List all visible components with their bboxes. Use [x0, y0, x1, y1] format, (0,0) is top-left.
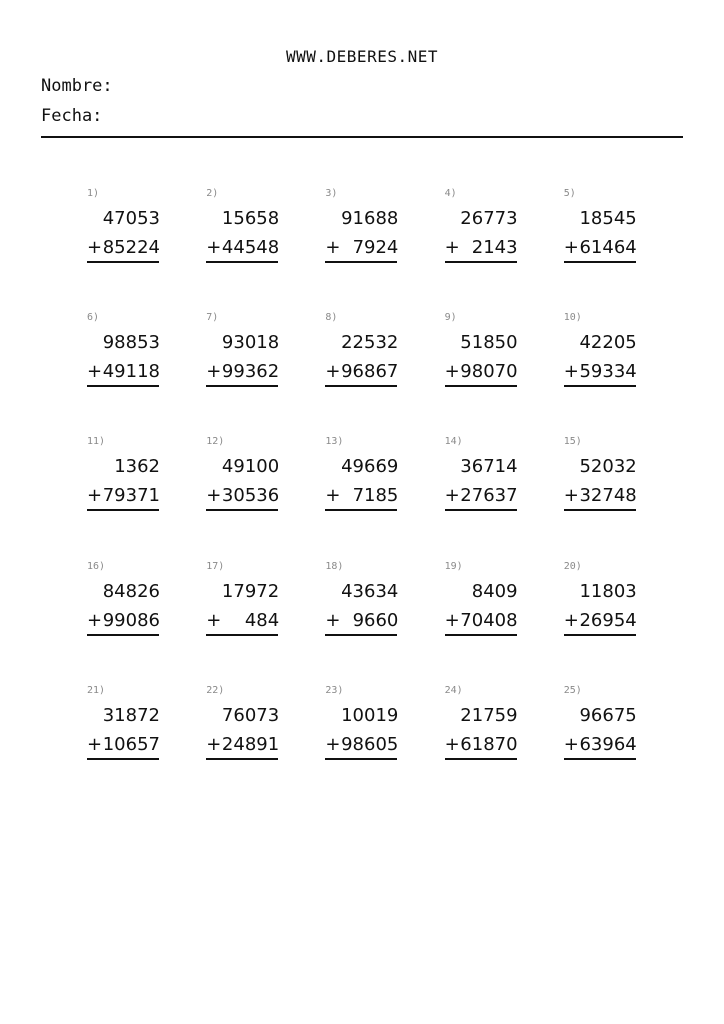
addition-problem: [86, 685, 160, 775]
addition-problem: [86, 436, 160, 526]
problem-number: 4): [444, 188, 457, 199]
top-addend: 11803: [579, 580, 637, 602]
plus-sign: +: [444, 609, 460, 631]
bottom-addend: 44548: [221, 237, 280, 258]
problem-number: 7): [206, 312, 219, 324]
bottom-addend: 96867: [341, 361, 399, 383]
top-addend: 15658: [221, 208, 280, 229]
top-addend: 36714: [460, 456, 518, 478]
plus-sign: +: [444, 485, 460, 507]
addition-problem: [324, 561, 398, 651]
problem-number: 12): [206, 436, 225, 448]
top-addend: 52032: [579, 456, 637, 478]
top-addend: 98853: [102, 332, 160, 354]
plus-sign: +: [444, 237, 460, 258]
addition-problem: [563, 312, 637, 402]
answer-line: [325, 634, 397, 636]
addition-problem: [86, 561, 160, 651]
problem-grid: [86, 188, 682, 809]
bottom-addend: 27637: [460, 485, 518, 507]
addition-problem: [563, 685, 637, 775]
answer-line: [564, 385, 636, 387]
answer-line: [87, 758, 159, 760]
problem-number: 17): [206, 560, 225, 572]
answer-line: [445, 509, 517, 511]
problem-number: 24): [444, 684, 463, 696]
top-addend: 91688: [341, 208, 399, 229]
bottom-addend: 98070: [460, 361, 518, 383]
plus-sign: +: [325, 237, 341, 258]
problem-number: 16): [87, 560, 106, 572]
answer-line: [445, 261, 517, 263]
addition-problem: [563, 188, 637, 278]
top-addend: 84826: [102, 580, 160, 602]
top-addend: 18545: [579, 208, 637, 229]
plus-sign: +: [325, 733, 341, 755]
plus-sign: +: [206, 733, 222, 755]
bottom-addend: 79371: [102, 485, 160, 507]
answer-line: [206, 509, 278, 511]
bottom-addend: 61464: [579, 237, 637, 258]
top-addend: 93018: [221, 332, 280, 354]
problem-number: 5): [563, 188, 576, 199]
plus-sign: +: [87, 733, 103, 755]
problem-number: 22): [206, 684, 225, 696]
bottom-addend: 59334: [579, 361, 637, 383]
addition-problem: [205, 561, 279, 651]
problem-number: 18): [325, 560, 344, 572]
addition-problem: [86, 312, 160, 402]
top-addend: 21759: [460, 704, 518, 726]
top-addend: 47053: [102, 208, 160, 229]
addition-problem: [444, 188, 518, 278]
top-addend: 26773: [460, 208, 518, 229]
answer-line: [445, 758, 517, 760]
problem-number: 8): [325, 312, 338, 324]
addition-problem: [205, 188, 279, 278]
bottom-addend: 9660: [352, 609, 399, 631]
problem-number: 10): [563, 312, 582, 324]
answer-line: [564, 758, 636, 760]
top-addend: 31872: [102, 704, 160, 726]
problem-number: 19): [444, 560, 463, 572]
bottom-addend: 70408: [460, 609, 518, 631]
plus-sign: +: [444, 733, 460, 755]
addition-problem: [205, 312, 279, 402]
bottom-addend: 26954: [579, 609, 637, 631]
answer-line: [325, 261, 397, 263]
bottom-addend: 99086: [102, 609, 160, 631]
date-field-label: Fecha:: [41, 106, 103, 126]
problem-number: 20): [563, 560, 582, 572]
plus-sign: +: [563, 361, 579, 383]
problem-number: 9): [444, 312, 457, 324]
plus-sign: +: [325, 361, 341, 383]
addition-problem: [563, 561, 637, 651]
plus-sign: +: [444, 361, 460, 383]
header-divider: [41, 136, 683, 138]
problem-number: 15): [563, 436, 582, 448]
answer-line: [87, 261, 159, 263]
addition-problem: [324, 436, 398, 526]
problem-number: 23): [325, 684, 344, 696]
answer-line: [325, 758, 397, 760]
answer-line: [564, 509, 636, 511]
addition-problem: [86, 188, 160, 278]
plus-sign: +: [325, 609, 341, 631]
answer-line: [325, 509, 397, 511]
answer-line: [445, 634, 517, 636]
problem-number: 6): [87, 312, 100, 324]
site-header: WWW.DEBERES.NET: [286, 47, 438, 66]
answer-line: [206, 758, 278, 760]
bottom-addend: 99362: [221, 361, 280, 383]
addition-problem: [324, 685, 398, 775]
plus-sign: +: [206, 485, 222, 507]
answer-line: [87, 634, 159, 636]
plus-sign: +: [563, 609, 579, 631]
plus-sign: +: [325, 485, 341, 507]
bottom-addend: 484: [244, 609, 280, 631]
addition-problem: [444, 561, 518, 651]
answer-line: [206, 634, 278, 636]
top-addend: 51850: [460, 332, 518, 354]
problem-number: 11): [87, 436, 106, 448]
bottom-addend: 7185: [352, 485, 399, 507]
problem-number: 1): [87, 188, 100, 199]
plus-sign: +: [87, 609, 103, 631]
addition-problem: [205, 685, 279, 775]
bottom-addend: 32748: [579, 485, 637, 507]
addition-problem: [205, 436, 279, 526]
bottom-addend: 61870: [460, 733, 518, 755]
answer-line: [206, 385, 278, 387]
addition-problem: [563, 436, 637, 526]
answer-line: [206, 261, 278, 263]
top-addend: 96675: [579, 704, 637, 726]
top-addend: 49100: [221, 456, 280, 478]
top-addend: 49669: [341, 456, 399, 478]
bottom-addend: 63964: [579, 733, 637, 755]
top-addend: 43634: [341, 580, 399, 602]
top-addend: 17972: [221, 580, 280, 602]
problem-number: 2): [206, 188, 219, 199]
answer-line: [564, 261, 636, 263]
top-addend: 10019: [341, 704, 399, 726]
addition-problem: [324, 188, 398, 278]
answer-line: [87, 385, 159, 387]
addition-problem: [444, 436, 518, 526]
bottom-addend: 10657: [102, 733, 160, 755]
plus-sign: +: [563, 733, 579, 755]
addition-problem: [444, 312, 518, 402]
answer-line: [564, 634, 636, 636]
top-addend: 8409: [471, 580, 518, 602]
plus-sign: +: [563, 485, 579, 507]
bottom-addend: 30536: [221, 485, 280, 507]
addition-problem: [324, 312, 398, 402]
name-field-label: Nombre:: [41, 76, 113, 96]
plus-sign: +: [563, 237, 579, 258]
plus-sign: +: [206, 361, 222, 383]
bottom-addend: 49118: [102, 361, 160, 383]
bottom-addend: 2143: [471, 237, 518, 258]
bottom-addend: 98605: [341, 733, 399, 755]
top-addend: 42205: [579, 332, 637, 354]
plus-sign: +: [87, 361, 103, 383]
plus-sign: +: [206, 609, 222, 631]
plus-sign: +: [206, 237, 222, 258]
bottom-addend: 24891: [221, 733, 280, 755]
bottom-addend: 7924: [352, 237, 399, 258]
plus-sign: +: [87, 237, 103, 258]
problem-number: 25): [563, 684, 582, 696]
plus-sign: +: [87, 485, 103, 507]
answer-line: [325, 385, 397, 387]
problem-number: 14): [444, 436, 463, 448]
answer-line: [445, 385, 517, 387]
problem-number: 13): [325, 436, 344, 448]
addition-problem: [444, 685, 518, 775]
top-addend: 1362: [114, 456, 160, 478]
answer-line: [87, 509, 159, 511]
bottom-addend: 85224: [102, 237, 160, 258]
problem-number: 21): [87, 684, 106, 696]
top-addend: 76073: [221, 704, 280, 726]
top-addend: 22532: [341, 332, 399, 354]
problem-number: 3): [325, 188, 338, 199]
